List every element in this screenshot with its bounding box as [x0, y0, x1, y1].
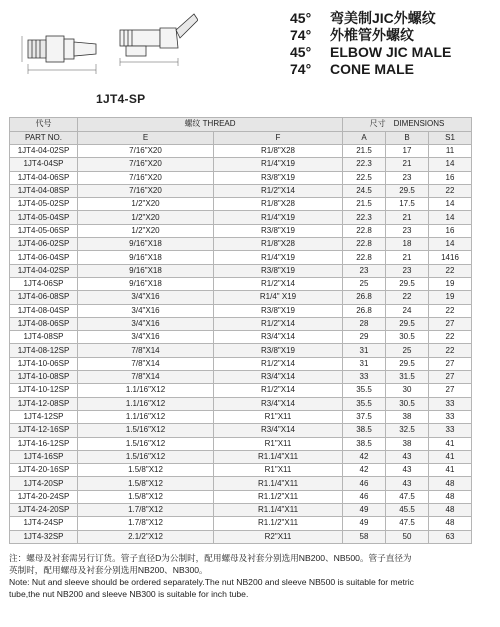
- cell-dim-b: 23: [386, 171, 429, 184]
- cell-part-no: 1JT4-12-08SP: [10, 397, 78, 410]
- cell-dim-b: 29.5: [386, 357, 429, 370]
- cell-dim-b: 47.5: [386, 490, 429, 503]
- cell-thread-f: R3/8"X19: [214, 171, 343, 184]
- table-row: [10, 184, 472, 197]
- cell-thread-e: 7/8"X14: [78, 344, 214, 357]
- fitting-side-view: [28, 36, 96, 62]
- cell-dim-s1: 14: [429, 158, 472, 171]
- cell-thread-f: R1/4"X19: [214, 158, 343, 171]
- cell-dim-a: 31: [343, 344, 386, 357]
- cell-dim-s1: 41: [429, 464, 472, 477]
- cell-dim-b: 38: [386, 410, 429, 423]
- table-row: [10, 277, 472, 290]
- cell-thread-f: R1.1/2"X11: [214, 490, 343, 503]
- header-part-no-en: PART NO.: [10, 131, 78, 145]
- table-row: [10, 437, 472, 450]
- cell-dim-a: 21.5: [343, 145, 386, 158]
- cell-part-no: 1JT4-08-06SP: [10, 317, 78, 330]
- cell-dim-b: 43: [386, 450, 429, 463]
- cell-dim-a: 24.5: [343, 184, 386, 197]
- cell-dim-b: 18: [386, 238, 429, 251]
- table-row: [10, 291, 472, 304]
- cell-part-no: 1JT4-04-02SP: [10, 145, 78, 158]
- cell-thread-f: R1.1/2"X11: [214, 517, 343, 530]
- cell-dim-b: 43: [386, 464, 429, 477]
- cell-part-no: 1JT4-05-06SP: [10, 224, 78, 237]
- cell-thread-e: 3/4"X16: [78, 331, 214, 344]
- cell-dim-a: 38.5: [343, 424, 386, 437]
- cell-dim-a: 25: [343, 277, 386, 290]
- cell-dim-a: 38.5: [343, 437, 386, 450]
- cell-thread-e: 1.5/16"X12: [78, 450, 214, 463]
- cell-dim-a: 35.5: [343, 384, 386, 397]
- cell-dim-b: 45.5: [386, 504, 429, 517]
- table-row: [10, 530, 472, 543]
- cell-dim-a: 22.3: [343, 158, 386, 171]
- cell-thread-e: 7/16"X20: [78, 171, 214, 184]
- cell-thread-e: 1.5/8"X12: [78, 490, 214, 503]
- cell-part-no: 1JT4-16SP: [10, 450, 78, 463]
- cell-dim-s1: 48: [429, 517, 472, 530]
- cell-dim-s1: 48: [429, 490, 472, 503]
- header-b: B: [386, 131, 429, 145]
- header-e: E: [78, 131, 214, 145]
- table-row: [10, 490, 472, 503]
- note-line: Note: Nut and sleeve should be ordered separately.The nut NB200 and sleeve NB500 is suitable for metric: [9, 577, 414, 587]
- product-titles: [290, 10, 451, 78]
- cell-thread-f: R1/8"X28: [214, 145, 343, 158]
- cell-thread-f: R3/8"X19: [214, 224, 343, 237]
- cell-thread-e: 1.1/16"X12: [78, 410, 214, 423]
- cell-part-no: 1JT4-06-02SP: [10, 238, 78, 251]
- cell-dim-s1: 33: [429, 397, 472, 410]
- cell-dim-a: 22.8: [343, 224, 386, 237]
- cell-dim-s1: 22: [429, 184, 472, 197]
- cell-thread-e: 7/8"X14: [78, 357, 214, 370]
- cell-dim-b: 50: [386, 530, 429, 543]
- table-row: [10, 450, 472, 463]
- cell-dim-a: 22.8: [343, 238, 386, 251]
- cell-dim-a: 29: [343, 331, 386, 344]
- cell-dim-b: 17: [386, 145, 429, 158]
- cell-thread-f: R1/8"X28: [214, 198, 343, 211]
- cell-dim-s1: 27: [429, 371, 472, 384]
- cell-thread-f: R3/4"X14: [214, 371, 343, 384]
- cell-dim-b: 23: [386, 224, 429, 237]
- cell-part-no: 1JT4-04-06SP: [10, 171, 78, 184]
- cell-thread-e: 1.5/16"X12: [78, 424, 214, 437]
- table-row: [10, 171, 472, 184]
- cell-thread-f: R1/4"X19: [214, 211, 343, 224]
- cell-dim-a: 46: [343, 477, 386, 490]
- cell-dim-s1: 41: [429, 437, 472, 450]
- cell-part-no: 1JT4-08SP: [10, 331, 78, 344]
- table-row: [10, 504, 472, 517]
- table-row: [10, 198, 472, 211]
- cell-part-no: 1JT4-06-08SP: [10, 291, 78, 304]
- header-s1: S1: [429, 131, 472, 145]
- cell-dim-s1: 19: [429, 277, 472, 290]
- cell-thread-e: 1.5/8"X12: [78, 464, 214, 477]
- cell-thread-f: R1/8"X28: [214, 238, 343, 251]
- cell-dim-s1: 27: [429, 384, 472, 397]
- cell-thread-f: R1/2"X14: [214, 317, 343, 330]
- title-line-1: 45° 弯美制JIC外螺纹: [290, 10, 436, 26]
- cell-dim-s1: 14: [429, 198, 472, 211]
- cell-thread-e: 1.5/16"X12: [78, 437, 214, 450]
- table-row: [10, 304, 472, 317]
- cell-thread-e: 1/2"X20: [78, 198, 214, 211]
- cell-part-no: 1JT4-24SP: [10, 517, 78, 530]
- table-row: [10, 145, 472, 158]
- cell-dim-s1: 16: [429, 171, 472, 184]
- cell-dim-a: 33: [343, 371, 386, 384]
- cell-dim-s1: 22: [429, 331, 472, 344]
- title-line-2: 74° 外椎管外螺纹: [290, 27, 414, 43]
- cell-part-no: 1JT4-10-12SP: [10, 384, 78, 397]
- table-row: [10, 357, 472, 370]
- cell-dim-b: 21: [386, 211, 429, 224]
- cell-thread-f: R1"X11: [214, 437, 343, 450]
- cell-thread-e: 7/8"X14: [78, 371, 214, 384]
- cell-thread-f: R1.1/4"X11: [214, 477, 343, 490]
- cell-thread-f: R3/8"X19: [214, 344, 343, 357]
- cell-dim-b: 23: [386, 264, 429, 277]
- cell-thread-f: R1/4"X19: [214, 251, 343, 264]
- cell-part-no: 1JT4-20-24SP: [10, 490, 78, 503]
- cell-thread-e: 1.5/8"X12: [78, 477, 214, 490]
- table-row: [10, 317, 472, 330]
- header-a: A: [343, 131, 386, 145]
- cell-thread-e: 7/16"X20: [78, 158, 214, 171]
- cell-part-no: 1JT4-24-20SP: [10, 504, 78, 517]
- header-f: F: [214, 131, 343, 145]
- fitting-drawing: [8, 8, 198, 80]
- cell-dim-a: 28: [343, 317, 386, 330]
- cell-part-no: 1JT4-05-02SP: [10, 198, 78, 211]
- table-row: [10, 517, 472, 530]
- table-row: [10, 397, 472, 410]
- cell-thread-e: 7/16"X20: [78, 184, 214, 197]
- cell-dim-s1: 22: [429, 304, 472, 317]
- cell-thread-e: 3/4"X16: [78, 304, 214, 317]
- note-line: tube,the nut NB200 and sleeve NB300 is suitable for inch tube.: [9, 589, 249, 599]
- cell-thread-f: R1"X11: [214, 410, 343, 423]
- cell-dim-b: 29.5: [386, 277, 429, 290]
- cell-dim-a: 31: [343, 357, 386, 370]
- cell-part-no: 1JT4-12-16SP: [10, 424, 78, 437]
- cell-thread-f: R1/2"X14: [214, 384, 343, 397]
- cell-part-no: 1JT4-04SP: [10, 158, 78, 171]
- cell-thread-f: R3/4"X14: [214, 397, 343, 410]
- cell-part-no: 1JT4-04-08SP: [10, 184, 78, 197]
- title-line-3: 45° ELBOW JIC MALE: [290, 44, 452, 60]
- cell-part-no: 1JT4-05-04SP: [10, 211, 78, 224]
- cell-part-no: 1JT4-10-06SP: [10, 357, 78, 370]
- cell-dim-s1: 11: [429, 145, 472, 158]
- cell-part-no: 1JT4-20-16SP: [10, 464, 78, 477]
- cell-dim-a: 49: [343, 517, 386, 530]
- cell-part-no: 1JT4-32SP: [10, 530, 78, 543]
- cell-dim-b: 29.5: [386, 184, 429, 197]
- cell-dim-b: 21: [386, 251, 429, 264]
- header-dimensions: 尺寸 DIMENSIONS: [343, 118, 472, 132]
- cell-thread-e: 1/2"X20: [78, 211, 214, 224]
- cell-dim-s1: 14: [429, 238, 472, 251]
- cell-dim-s1: 33: [429, 410, 472, 423]
- cell-thread-e: 9/16"X18: [78, 264, 214, 277]
- cell-dim-b: 47.5: [386, 517, 429, 530]
- cell-dim-b: 25: [386, 344, 429, 357]
- title-line-4: 74° CONE MALE: [290, 61, 414, 77]
- cell-dim-b: 43: [386, 477, 429, 490]
- header-thread: 螺纹 THREAD: [78, 118, 343, 132]
- table-row: [10, 371, 472, 384]
- table-row: [10, 331, 472, 344]
- cell-thread-f: R1/2"X14: [214, 184, 343, 197]
- table-row: [10, 224, 472, 237]
- cell-part-no: 1JT4-16-12SP: [10, 437, 78, 450]
- cell-thread-f: R1/4" X19: [214, 291, 343, 304]
- cell-dim-a: 21.5: [343, 198, 386, 211]
- cell-dim-s1: 63: [429, 530, 472, 543]
- cell-thread-f: R1"X11: [214, 464, 343, 477]
- cell-dim-a: 49: [343, 504, 386, 517]
- cell-part-no: 1JT4-08-12SP: [10, 344, 78, 357]
- cell-dim-a: 42: [343, 464, 386, 477]
- cell-thread-f: R3/4"X14: [214, 331, 343, 344]
- cell-dim-b: 17.5: [386, 198, 429, 211]
- part-number-label: 1JT4-SP: [96, 92, 146, 106]
- cell-thread-f: R3/8"X19: [214, 304, 343, 317]
- cell-dim-a: 26.8: [343, 291, 386, 304]
- cell-dim-a: 26.8: [343, 304, 386, 317]
- table-body: [10, 145, 472, 544]
- cell-thread-e: 3/4"X16: [78, 317, 214, 330]
- cell-dim-a: 22.5: [343, 171, 386, 184]
- note-line: 英制时，配用螺母及衬套分别选用NB200、NB300。: [9, 565, 208, 575]
- cell-dim-b: 30.5: [386, 397, 429, 410]
- cell-dim-b: 21: [386, 158, 429, 171]
- header: [0, 0, 500, 115]
- cell-dim-s1: 48: [429, 477, 472, 490]
- cell-dim-a: 42: [343, 450, 386, 463]
- cell-dim-a: 22.8: [343, 251, 386, 264]
- cell-thread-e: 1.7/8"X12: [78, 517, 214, 530]
- specification-table: [9, 117, 472, 544]
- cell-dim-a: 58: [343, 530, 386, 543]
- cell-dim-a: 46: [343, 490, 386, 503]
- cell-dim-b: 38: [386, 437, 429, 450]
- cell-thread-f: R3/8"X19: [214, 264, 343, 277]
- cell-part-no: 1JT4-08-04SP: [10, 304, 78, 317]
- cell-dim-s1: 1416: [429, 251, 472, 264]
- cell-dim-b: 30.5: [386, 331, 429, 344]
- table-row: [10, 264, 472, 277]
- table-row: [10, 424, 472, 437]
- cell-dim-b: 24: [386, 304, 429, 317]
- cell-dim-b: 29.5: [386, 317, 429, 330]
- cell-thread-e: 1/2"X20: [78, 224, 214, 237]
- cell-dim-s1: 22: [429, 264, 472, 277]
- table-row: [10, 238, 472, 251]
- cell-dim-s1: 22: [429, 344, 472, 357]
- cell-thread-e: 9/16"X18: [78, 277, 214, 290]
- cell-dim-s1: 27: [429, 357, 472, 370]
- table-header: [10, 118, 472, 145]
- cell-thread-f: R1/2"X14: [214, 277, 343, 290]
- cell-dim-a: 23: [343, 264, 386, 277]
- table-row: [10, 211, 472, 224]
- cell-dim-b: 32.5: [386, 424, 429, 437]
- cell-thread-e: 9/16"X18: [78, 238, 214, 251]
- cell-dim-s1: 19: [429, 291, 472, 304]
- cell-thread-f: R1.1/4"X11: [214, 450, 343, 463]
- cell-thread-e: 2.1/2"X12: [78, 530, 214, 543]
- cell-thread-e: 1.1/16"X12: [78, 384, 214, 397]
- cell-part-no: 1JT4-20SP: [10, 477, 78, 490]
- cell-dim-b: 31.5: [386, 371, 429, 384]
- cell-thread-f: R3/4"X14: [214, 424, 343, 437]
- table-row: [10, 410, 472, 423]
- cell-thread-e: 7/16"X20: [78, 145, 214, 158]
- table-row: [10, 344, 472, 357]
- cell-thread-f: R2"X11: [214, 530, 343, 543]
- cell-part-no: 1JT4-06-04SP: [10, 251, 78, 264]
- fitting-elbow-view: [120, 14, 198, 56]
- cell-dim-a: 35.5: [343, 397, 386, 410]
- cell-part-no: 1JT4-12SP: [10, 410, 78, 423]
- cell-dim-b: 22: [386, 291, 429, 304]
- cell-dim-s1: 14: [429, 211, 472, 224]
- header-part-no-cn: 代号: [10, 118, 78, 132]
- cell-part-no: 1JT4-10-08SP: [10, 371, 78, 384]
- cell-dim-s1: 16: [429, 224, 472, 237]
- cell-dim-s1: 41: [429, 450, 472, 463]
- table-row: [10, 158, 472, 171]
- table-row: [10, 384, 472, 397]
- cell-dim-s1: 48: [429, 504, 472, 517]
- cell-dim-a: 37.5: [343, 410, 386, 423]
- cell-part-no: 1JT4-04-02SP: [10, 264, 78, 277]
- cell-thread-f: R1.1/4"X11: [214, 504, 343, 517]
- cell-dim-s1: 27: [429, 317, 472, 330]
- cell-thread-f: R1/2"X14: [214, 357, 343, 370]
- table-row: [10, 477, 472, 490]
- cell-dim-s1: 33: [429, 424, 472, 437]
- note-line: 注：螺母及衬套需另行订货。管子直径D为公制时，配用螺母及衬套分别选用NB200、NB500。管子直径为: [9, 553, 412, 563]
- cell-thread-e: 1.7/8"X12: [78, 504, 214, 517]
- cell-thread-e: 9/16"X18: [78, 251, 214, 264]
- cell-thread-e: 1.1/16"X12: [78, 397, 214, 410]
- table-row: [10, 464, 472, 477]
- cell-dim-b: 30: [386, 384, 429, 397]
- cell-thread-e: 3/4"X16: [78, 291, 214, 304]
- table-row: [10, 251, 472, 264]
- cell-part-no: 1JT4-06SP: [10, 277, 78, 290]
- cell-dim-a: 22.3: [343, 211, 386, 224]
- notes: [9, 552, 479, 600]
